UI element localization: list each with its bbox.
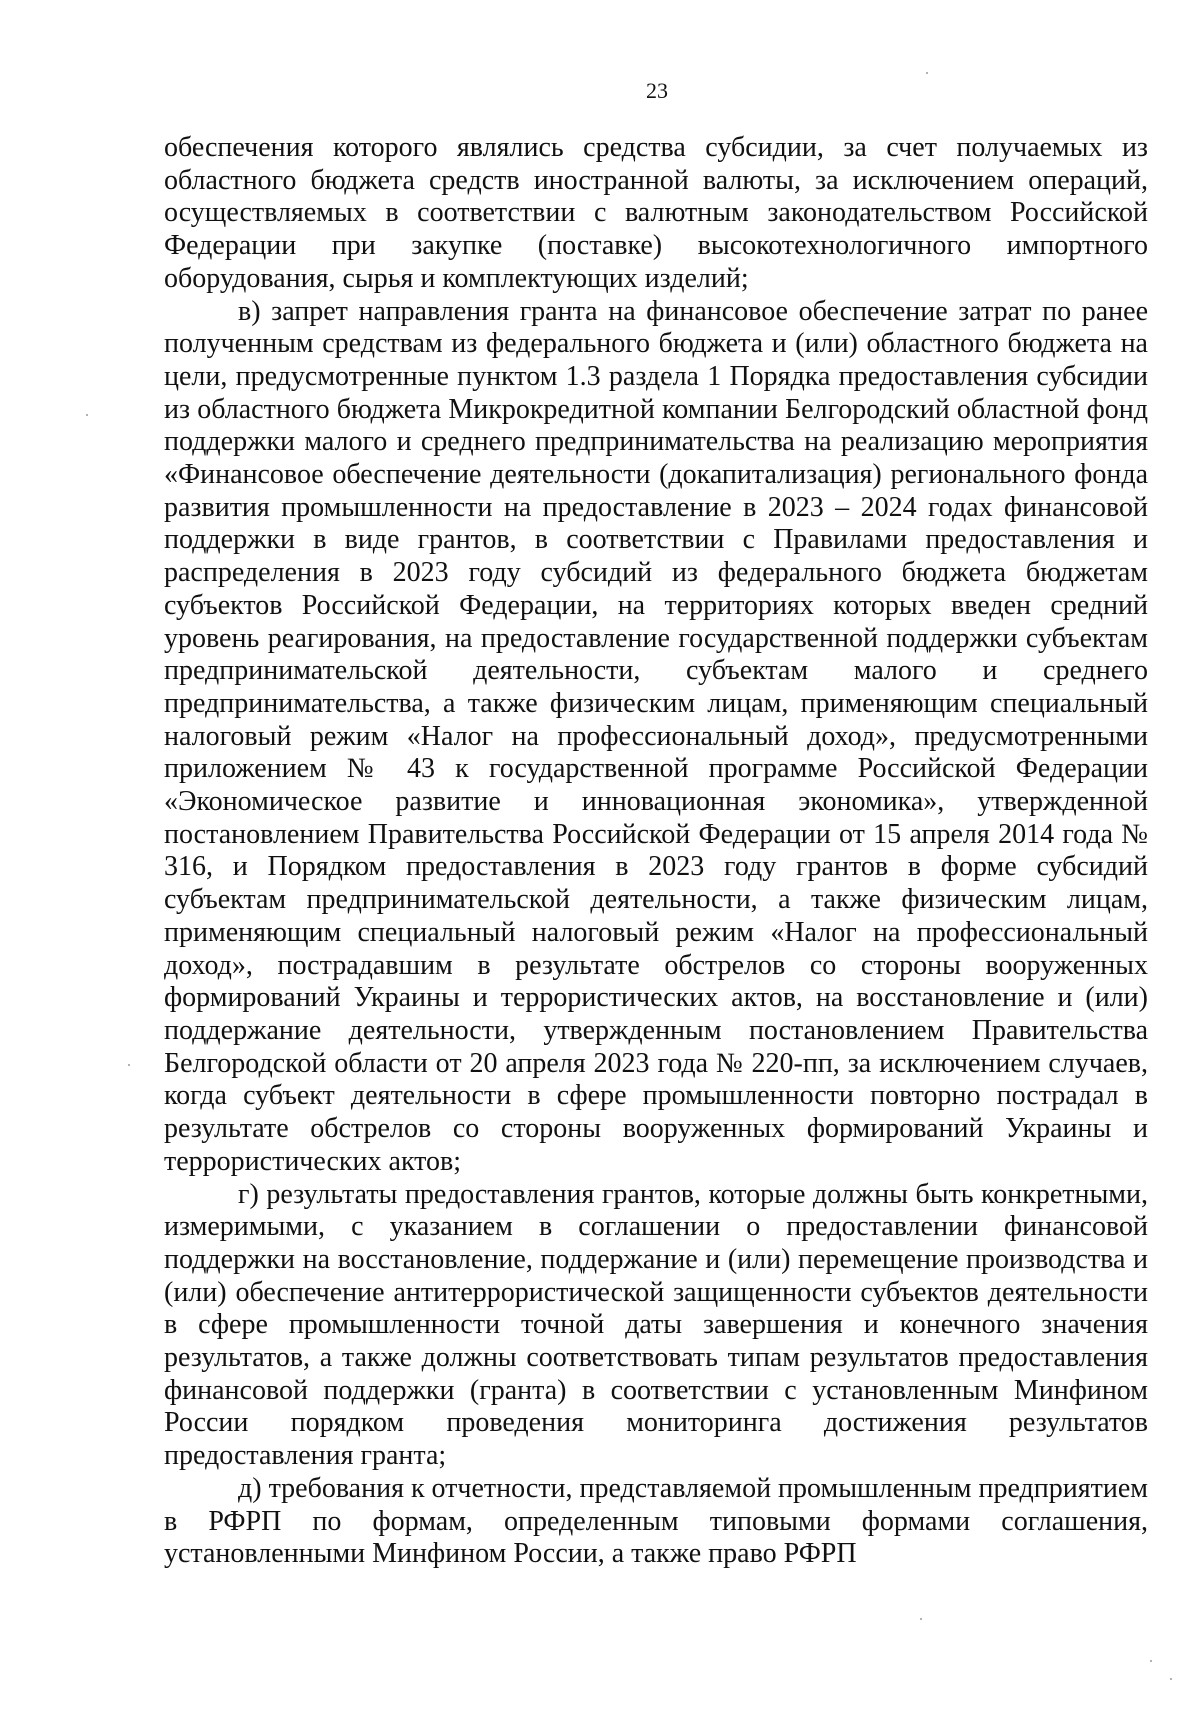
scan-speck xyxy=(1170,1678,1172,1680)
scan-speck xyxy=(920,1618,922,1620)
paragraph-item-g: г) результаты предоставления грантов, которые должны быть конкретными, измеримыми, с указанием в соглашении о предоставлении финансовой поддержки на восстановление, поддержание и (или) перемещение производства и (или) обеспечение антитеррористической защищенности субъектов деятельности в сфере промышленности точной даты завершения и конечного значения результатов, а также должны соответствовать типам результатов предоставления финансовой поддержки (гранта) в соответствии с установленным Минфином России порядком проведения мониторинга достижения результатов предоставления гранта; xyxy=(164,1178,1148,1472)
scan-speck xyxy=(128,1064,130,1066)
body-text xyxy=(164,132,1148,1571)
scan-speck xyxy=(926,72,928,74)
scan-speck xyxy=(86,414,88,416)
page-number: 23 xyxy=(646,78,668,103)
paragraph-item-d: д) требования к отчетности, представляемой промышленным предприятием в РФРП по формам, определенным типовыми формами соглашения, установленными Минфином России, а также право РФРП xyxy=(164,1472,1148,1570)
scan-speck xyxy=(1150,1660,1152,1662)
paragraph-item-v: в) запрет направления гранта на финансовое обеспечение затрат по ранее полученным средствам из федерального бюджета и (или) областного бюджета на цели, предусмотренные пунктом 1.3 раздела 1 Порядка предоставления субсидии из областного бюджета Микрокредитной компании Белгородский областной фонд поддержки малого и среднего предпринимательства на реализацию мероприятия «Финансовое обеспечение деятельности (докапитализация) регионального фонда развития промышленности на предоставление в 2023 – 2024 годах финансовой поддержки в виде грантов, в соответствии с Правилами предоставления и распределения в 2023 году субсидий из федерального бюджета бюджетам субъектов Российской Федерации, на территориях которых введен средний уровень реагирования, на предоставление государственной поддержки субъектам предпринимательской деятельности, субъектам малого и среднего предпринимательства, а также физическим лицам, применяющим специальный налоговый режим «Налог на профессиональный доход», предусмотренными приложением № 43 к государственной программе Российской Федерации «Экономическое развитие и инновационная экономика», утвержденной постановлением Правительства Российской Федерации от 15 апреля 2014 года № 316, и Порядком предоставления в 2023 году грантов в форме субсидий субъектам предпринимательской деятельности, а также физическим лицам, применяющим специальный налоговый режим «Налог на профессиональный доход», пострадавшим в результате обстрелов со стороны вооруженных формирований Украины и террористических актов, на восстановление и (или) поддержание деятельности, утвержденным постановлением Правительства Белгородской области от 20 апреля 2023 года № 220-пп, за исключением случаев, когда субъект деятельности в сфере промышленности повторно пострадал в результате обстрелов со стороны вооруженных формирований Украины и террористических актов; xyxy=(164,295,1148,1177)
paragraph-continuation: обеспечения которого являлись средства субсидии, за счет получаемых из областного бюджета средств иностранной валюты, за исключением операций, осуществляемых в соответствии с валютным законодательством Российской Федерации при закупке (поставке) высокотехнологичного импортного оборудования, сырья и комплектующих изделий; xyxy=(164,132,1148,294)
